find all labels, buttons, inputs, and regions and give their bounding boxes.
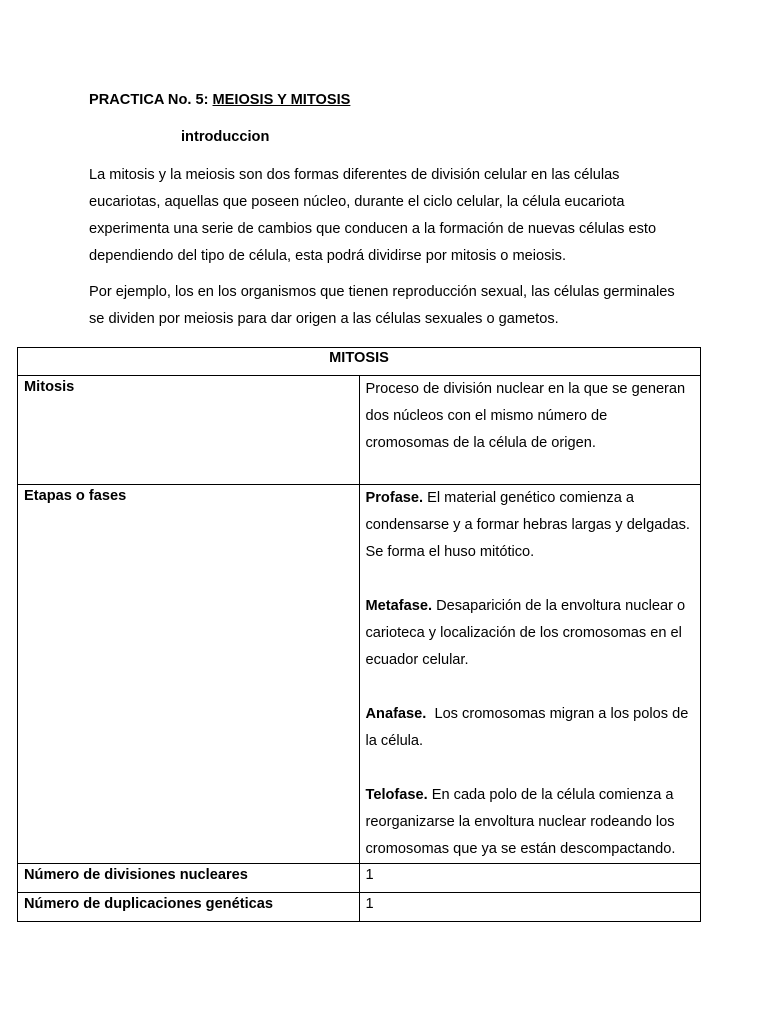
row-label-divisiones: Número de divisiones nucleares (18, 864, 360, 893)
table-row-mitosis (18, 376, 701, 485)
intro-paragraph-1: La mitosis y la meiosis son dos formas diferentes de división celular en las células eucariotas, aquellas que poseen núcleo, durante el ciclo celular, la célula eucariota experimenta una serie de cambios que conducen a la formación de nuevas células esto dependiendo del tipo de célula, esta podrá dividirse por mitosis o meiosis. (89, 167, 657, 264)
phase-text: Los cromosomas migran a los polos de la célula. (365, 706, 693, 749)
phase-telofase (366, 782, 695, 863)
row-label-mitosis: Mitosis (18, 376, 360, 485)
phase-text: El material genético comienza a condensarse y a formar hebras largas y delgadas. Se forma el huso mitótico. (365, 490, 690, 560)
intro-paragraph-2: Por ejemplo, los en los organismos que tienen reproducción sexual, las células germinales se dividen por meiosis para dar origen a las células sexuales o gametos. (89, 284, 675, 327)
phase-name: Metafase. (365, 598, 433, 614)
mitosis-table (17, 347, 701, 922)
table-row-divisiones (18, 864, 701, 893)
phase-anafase (366, 701, 695, 755)
row-label-etapas: Etapas o fases (18, 485, 360, 864)
intro-heading: introduccion (181, 129, 270, 145)
phase-text: En cada polo de la célula comienza a reorganizarse la envoltura nuclear rodeando los cromosomas que ya se están descompactando. (365, 787, 676, 857)
table-title: MITOSIS (18, 348, 701, 376)
row-value-divisiones: 1 (359, 864, 701, 893)
phase-profase (366, 485, 695, 566)
row-text-mitosis: Proceso de división nuclear en la que se generan dos núcleos con el mismo número de cromosomas de la célula de origen. (359, 376, 701, 485)
phase-name: Telofase. (365, 787, 428, 803)
phase-name: Profase. (365, 490, 424, 506)
row-text-etapas (359, 485, 701, 864)
table-header-row (18, 348, 701, 376)
phase-metafase (366, 593, 695, 674)
table-row-etapas (18, 485, 701, 864)
title-prefix: PRACTICA No. 5: (89, 92, 213, 108)
table-row-duplicaciones (18, 893, 701, 922)
phase-text: Desaparición de la envoltura nuclear o carioteca y localización de los cromosomas en el ecuador celular. (365, 598, 686, 668)
phase-name: Anafase. (365, 706, 427, 722)
row-value-duplicaciones: 1 (359, 893, 701, 922)
row-label-duplicaciones: Número de duplicaciones genéticas (18, 893, 360, 922)
page-title (89, 92, 350, 108)
title-topic: MEIOSIS Y MITOSIS (212, 92, 351, 108)
